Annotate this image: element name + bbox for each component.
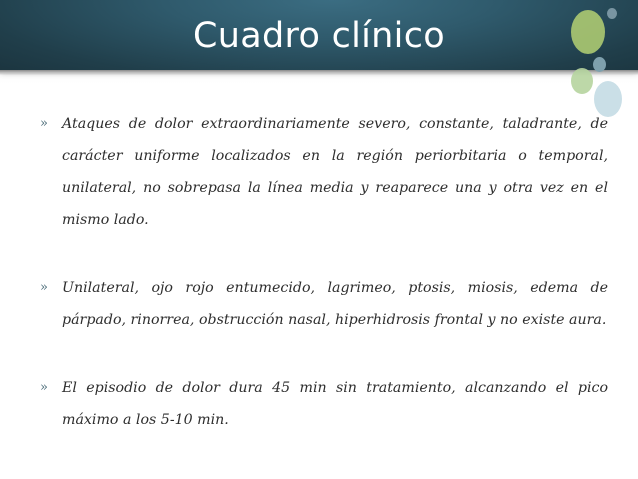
bullet-marker-icon: » [40, 116, 48, 131]
bullet-list [40, 108, 608, 472]
decorative-circle [571, 10, 605, 54]
bullet-marker-icon: » [40, 280, 48, 295]
slide-title: Cuadro clínico [193, 16, 445, 56]
bullet-item [40, 372, 608, 436]
bullet-item [40, 272, 608, 336]
bullet-text: Unilateral, ojo rojo entumecido, lagrimeo, ptosis, miosis, edema de párpado, rinorrea, obstrucción nasal, hiperhidrosis frontal y no existe aura. [62, 280, 608, 328]
decorative-circle [607, 8, 617, 19]
title-bar-shadow [0, 70, 638, 75]
decorative-circle [593, 57, 606, 72]
bullet-text: Ataques de dolor extraordinariamente severo, constante, taladrante, de carácter uniforme localizados en la región periorbitaria o temporal, unilateral, no sobrepasa la línea media y reaparece una y otra vez en el mismo lado. [62, 116, 608, 228]
title-bar [0, 0, 638, 70]
bullet-text: El episodio de dolor dura 45 min sin tratamiento, alcanzando el pico máximo a los 5-10 min. [62, 380, 608, 428]
decorative-circle [571, 68, 593, 94]
bullet-marker-icon: » [40, 380, 48, 395]
bullet-item [40, 108, 608, 236]
